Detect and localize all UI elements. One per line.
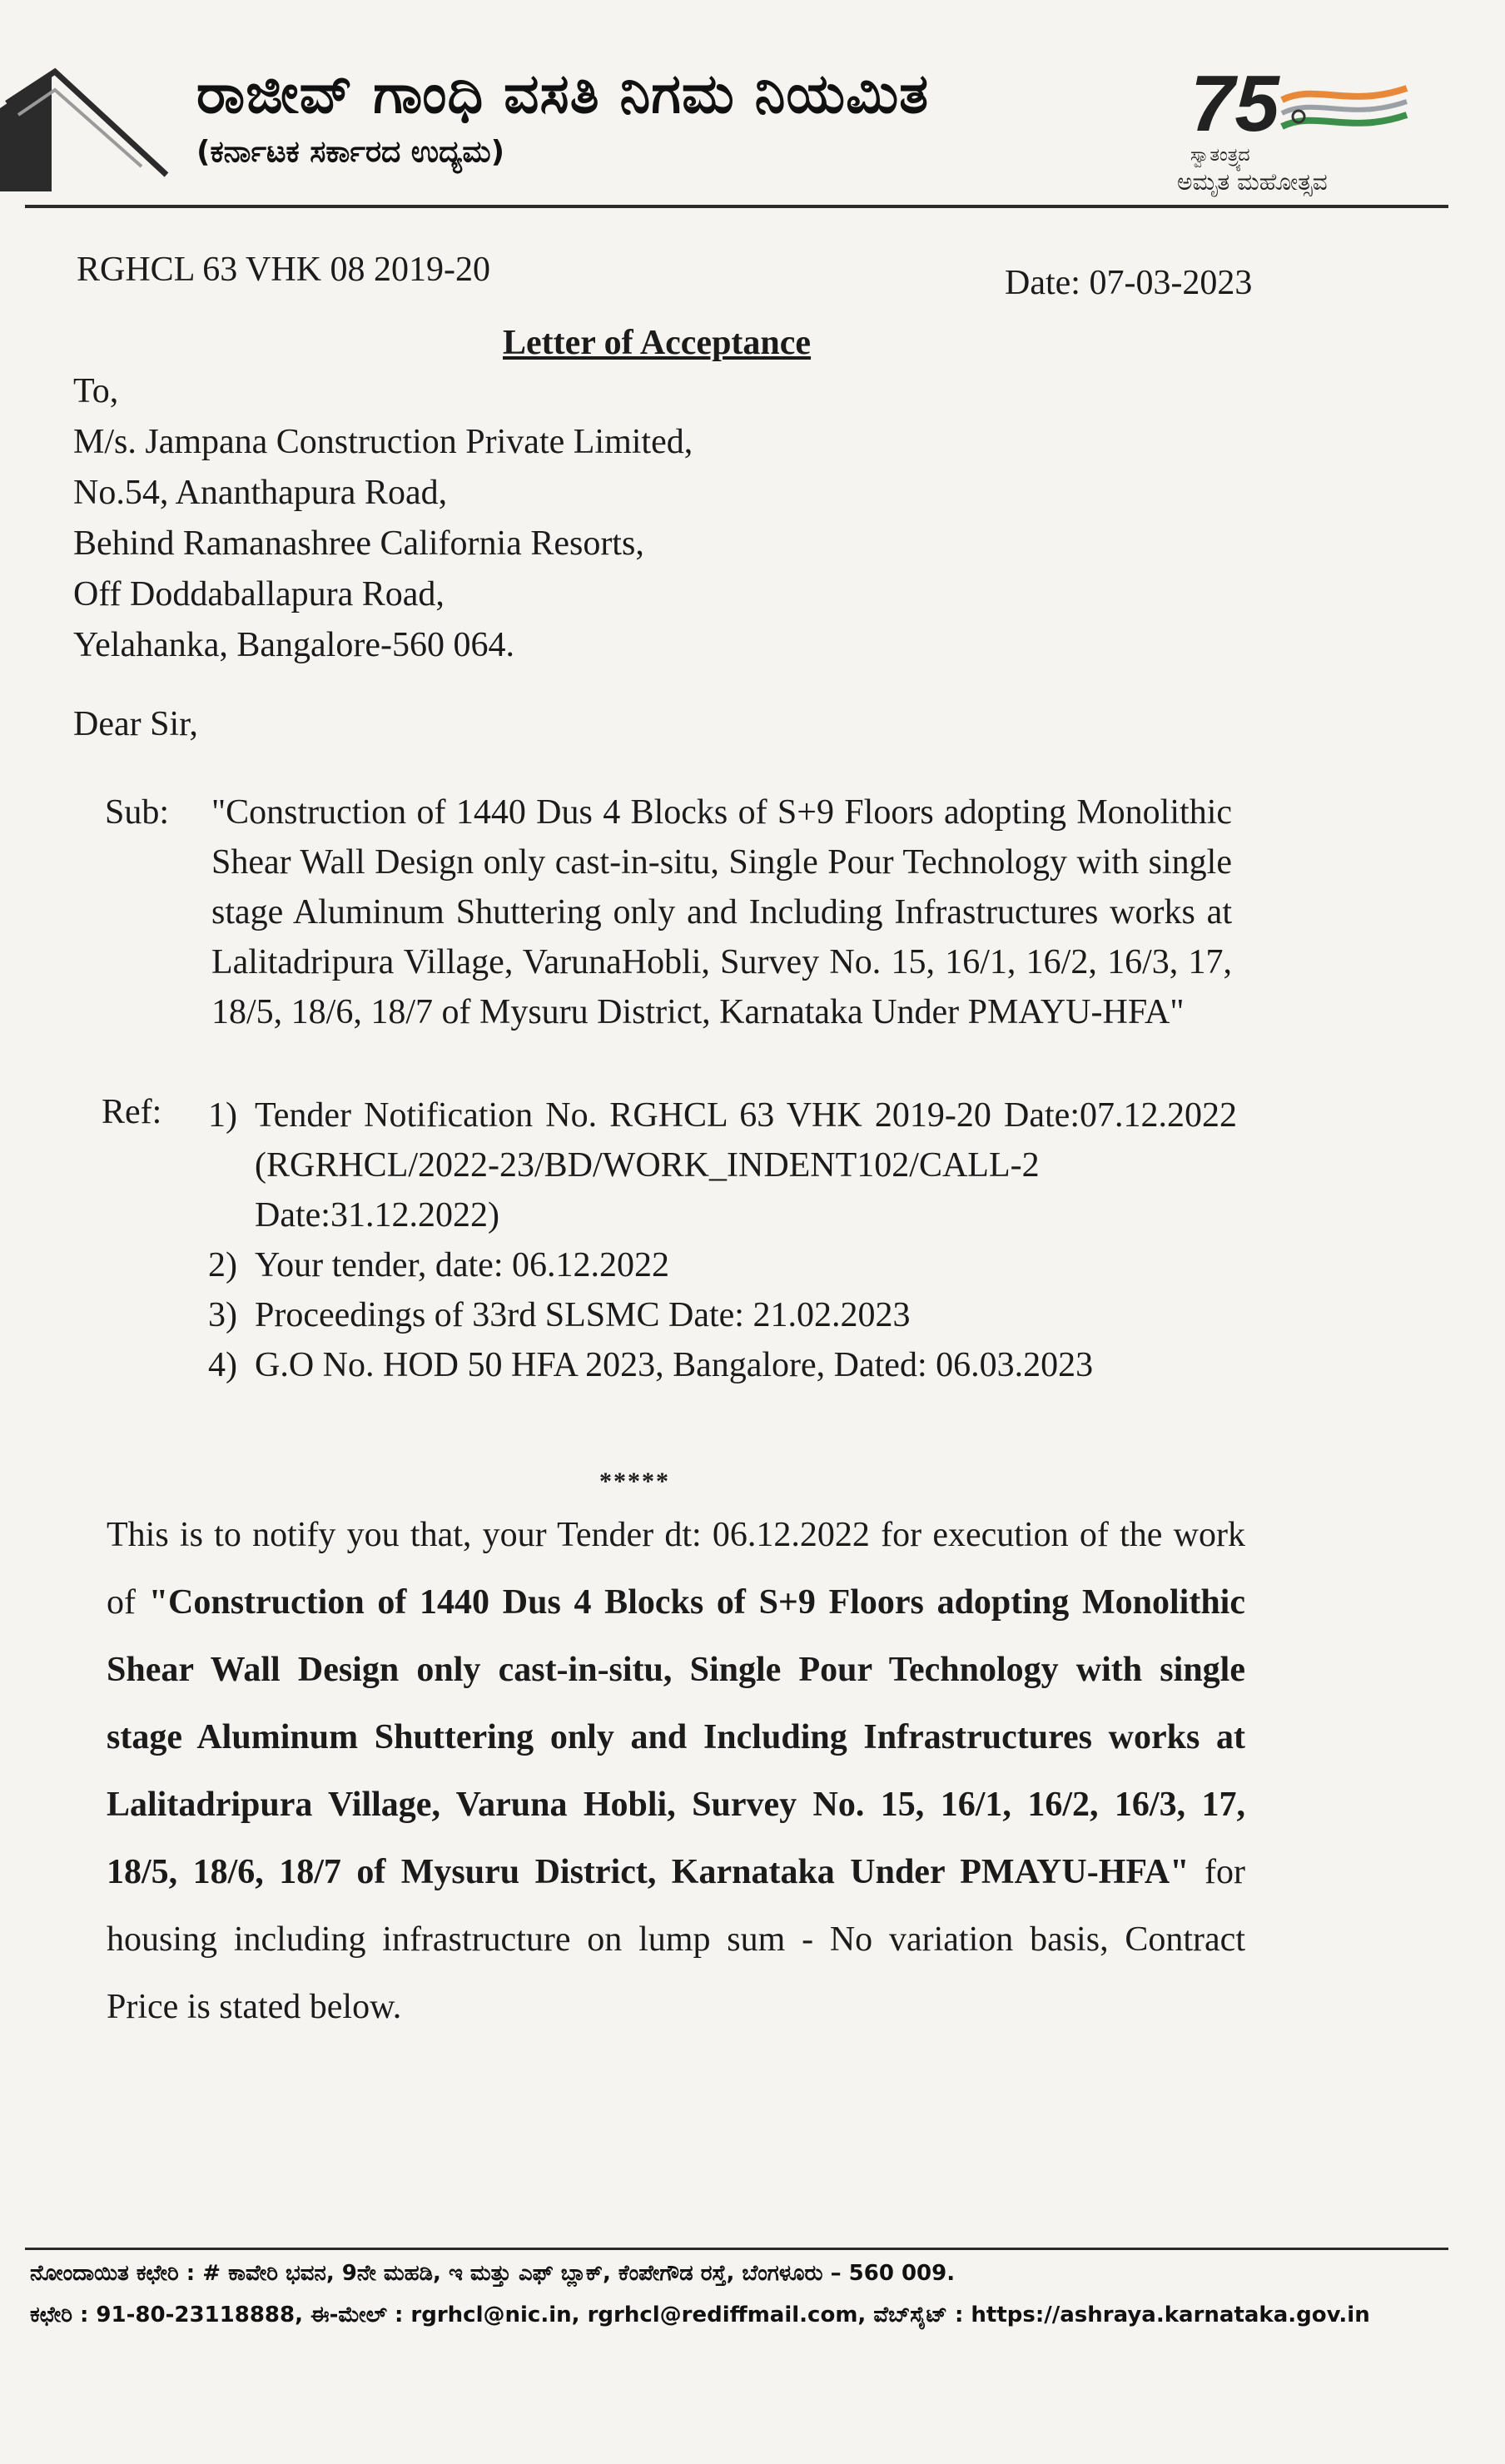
emblem-line-1: ಸ್ವಾತಂತ್ರ್ಯದ — [1190, 145, 1250, 166]
reference-item — [208, 1240, 1237, 1290]
notice-work-title: "Construction of 1440 Dus 4 Blocks of S+9 Floors adopting Monolithic Shear Wall Design only cast-in-situ, Single Pour Technology with single stage Aluminum Shuttering only and Including Infrastructures works at Lalitadripura Village, Varuna Hobli, Survey No. 15, 16/1, 16/2, 16/3, 17, 18/5, 18/6, 18/7 of Mysuru District, Karnataka Under PMAYU-HFA" — [107, 1583, 1245, 1891]
notice-end: for housing including infrastructure on lump sum - No variation basis, Contract Price is stated below. — [107, 1853, 1245, 2026]
subject-text: "Construction of 1440 Dus 4 Blocks of S+9 Floors adopting Monolithic Shear Wall Design only cast-in-situ, Single Pour Technology with single stage Aluminum Shuttering only and Including Infrastructures works at Lalitadripura Village, VarunaHobli, Survey No. 15, 16/1, 16/2, 16/3, 17, 18/5, 18/6, 18/7 of Mysuru District, Karnataka Under PMAYU-HFA" — [211, 793, 1232, 1031]
letter-date: Date: 07-03-2023 — [1005, 264, 1253, 302]
reference-item — [208, 1340, 1237, 1390]
address-line: No.54, Ananthapura Road, — [73, 474, 448, 512]
organization-name: ರಾಜೀವ್ ಗಾಂಧಿ ವಸತಿ ನಿಗಮ ನಿಯಮಿತ — [196, 62, 930, 126]
notice-intro: This is to notify you that, your Tender dt: 06.12.2022 for execution of the work of — [107, 1516, 1245, 1622]
address-line: Yelahanka, Bangalore-560 064. — [73, 626, 514, 664]
subject-label: Sub: — [105, 793, 170, 832]
footer-divider — [25, 2248, 1448, 2250]
section-separator: ***** — [599, 1468, 670, 1495]
address-to: To, — [73, 372, 119, 410]
reference-number: 3) — [208, 1296, 237, 1334]
references-list — [208, 1090, 1237, 1390]
reference-number: 1) — [208, 1096, 237, 1135]
references-label: Ref: — [102, 1093, 162, 1131]
azadi-ka-amrit-mahotsav-emblem — [1174, 58, 1415, 200]
footer-contact: ಕಛೇರಿ : 91-80-23118888, ಈ-ಮೇಲ್ : rgrhcl@nic.in, rgrhcl@rediffmail.com, ವೆಬ್‌ಸೈಟ್ : https://ashraya.karnataka.gov.in — [30, 2303, 1370, 2327]
reference-text: Your tender, date: 06.12.2022 — [255, 1246, 669, 1284]
letter-title: Letter of Acceptance — [503, 324, 812, 362]
notice-paragraph — [107, 1502, 1245, 2041]
flag-waves-icon — [1274, 75, 1415, 142]
reference-text: Tender Notification No. RGHCL 63 VHK 2019-20 Date:07.12.2022 (RGRHCL/2022-23/BD/WORK_INDENT102/CALL-2 Date:31.12.2022) — [255, 1096, 1237, 1234]
salutation: Dear Sir, — [73, 705, 198, 743]
reference-item — [208, 1290, 1237, 1340]
reference-item — [208, 1090, 1237, 1240]
reference-text: G.O No. HOD 50 HFA 2023, Bangalore, Dated: 06.03.2023 — [255, 1346, 1094, 1384]
emblem-number: 75 — [1190, 59, 1279, 148]
header-divider — [25, 205, 1448, 208]
footer-address: ನೋಂದಾಯಿತ ಕಛೇರಿ : # ಕಾವೇರಿ ಭವನ, 9ನೇ ಮಹಡಿ, ಇ ಮತ್ತು ಎಫ್ ಬ್ಲಾಕ್, ಕೆಂಪೇಗೌಡ ರಸ್ತೆ, ಬೆಂಗಳೂರು – 560 009. — [30, 2261, 956, 2286]
address-line: M/s. Jampana Construction Private Limited, — [73, 423, 693, 461]
address-line: Behind Ramanashree California Resorts, — [73, 524, 644, 563]
organization-subtitle: (ಕರ್ನಾಟಕ ಸರ್ಕಾರದ ಉದ್ಯಮ) — [196, 135, 505, 169]
emblem-line-2: ಅಮೃತ ಮಹೋತ್ಸವ — [1177, 168, 1328, 196]
house-roof-logo-icon — [0, 67, 171, 191]
reference-number: 4) — [208, 1346, 237, 1384]
recipient-address — [73, 366, 693, 671]
reference-number: 2) — [208, 1246, 237, 1284]
reference-text: Proceedings of 33rd SLSMC Date: 21.02.2023 — [255, 1296, 911, 1334]
address-line: Off Doddaballapura Road, — [73, 575, 445, 614]
letter-reference-number: RGHCL 63 VHK 08 2019-20 — [77, 251, 491, 289]
